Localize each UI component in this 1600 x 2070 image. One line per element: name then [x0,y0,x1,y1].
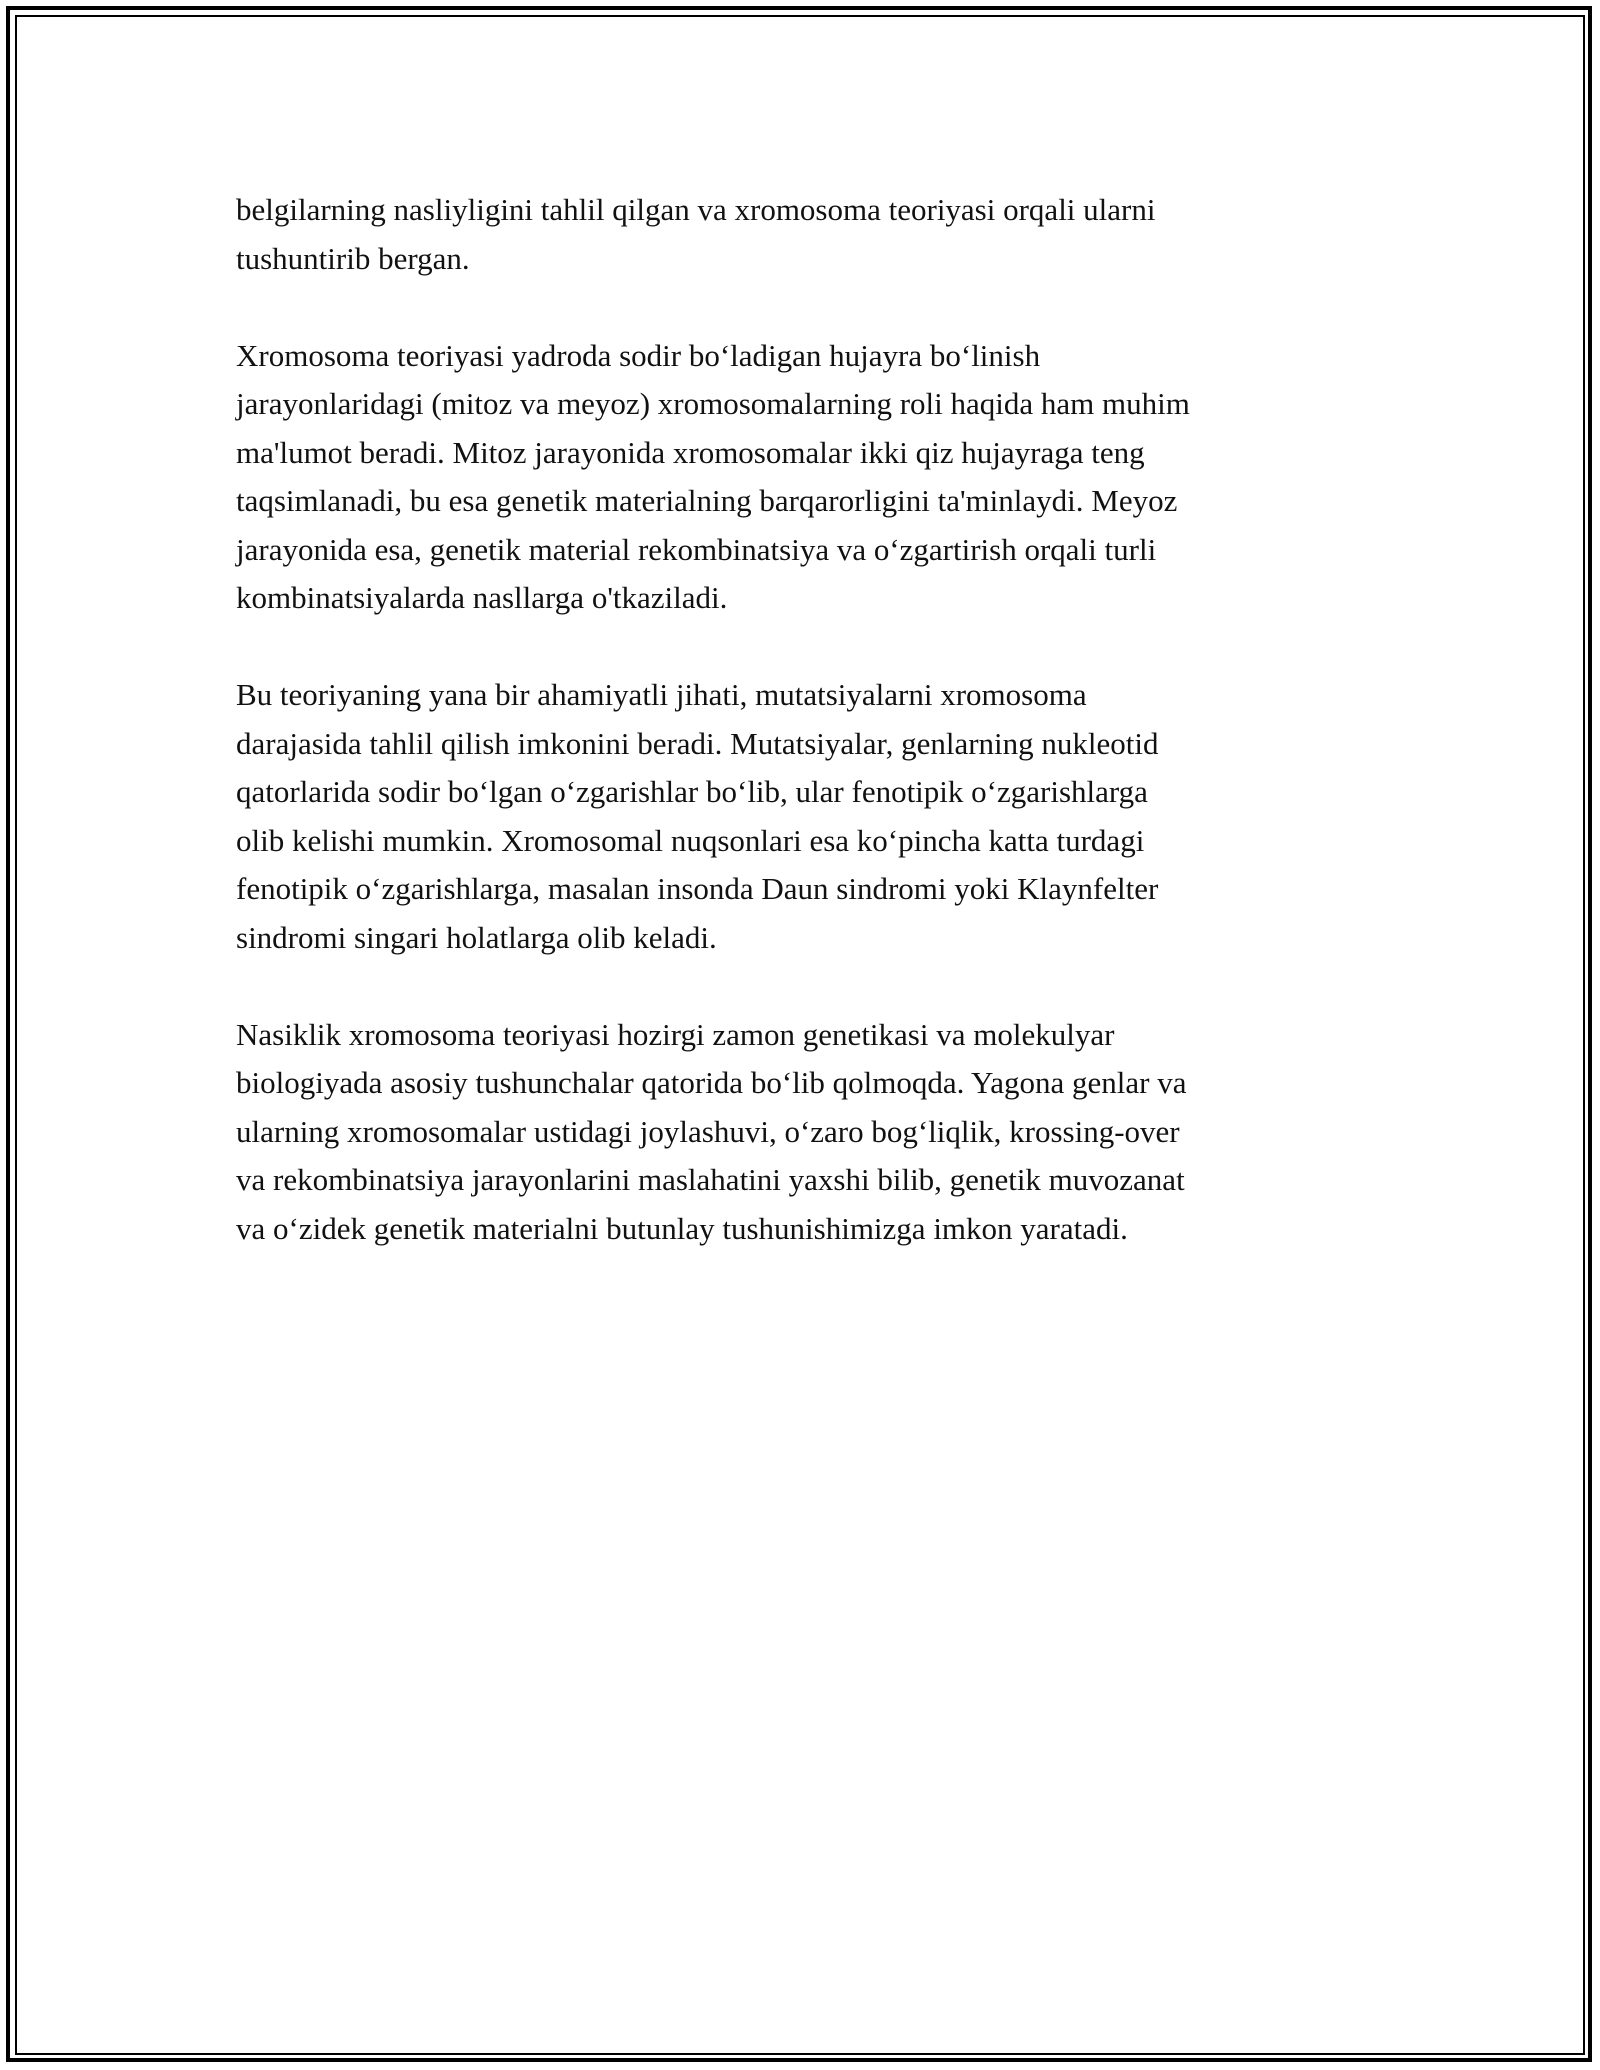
paragraph-3: Bu teoriyaning yana bir ahamiyatli jihati, mutatsiyalarni xromosoma darajasida tahlil qilish imkonini beradi. Mutatsiyalar, genlarning nukleotid qatorlarida sodir bo‘lgan o‘zgarishlar bo‘lib, ular fenotipik o‘zgarishlarga olib kelishi mumkin. Xromosomal nuqsonlari esa ko‘pincha katta turdagi fenotipik o‘zgarishlarga, masalan insonda Daun sindromi yoki Klaynfelter sindromi singari holatlarga olib keladi. [236,677,1159,955]
paragraph-2: Xromosoma teoriyasi yadroda sodir bo‘ladigan hujayra bo‘linish jarayonlaridagi (mitoz va meyoz) xromosomalarning roli haqida ham muhim ma'lumot beradi. Mitoz jarayonida xromosomalar ikki qiz hujayraga teng taqsimlanadi, bu esa genetik materialning barqarorligini ta'minlaydi. Meyoz jarayonida esa, genetik material rekombinatsiya va o‘zgartirish orqali turli kombinatsiyalarda nasllarga o'tkaziladi. [236,337,1190,615]
paragraph-1: belgilarning nasliyligini tahlil qilgan va xromosoma teoriyasi orqali ularni tushuntirib bergan. [236,192,1156,276]
paragraph-4: Nasiklik xromosoma teoriyasi hozirgi zamon genetikasi va molekulyar biologiyada asosiy tushunchalar qatorida bo‘lib qolmoqda. Yagona genlar va ularning xromosomalar ustidagi joylashuvi, o‘zaro bog‘liqlik, krossing-over va rekombinatsiya jarayonlarini maslahatini yaxshi bilib, genetik muvozanat va o‘zidek genetik materialni butunlay tushunishimizga imkon yaratadi. [236,1016,1187,1246]
document-body [236,186,1376,1302]
